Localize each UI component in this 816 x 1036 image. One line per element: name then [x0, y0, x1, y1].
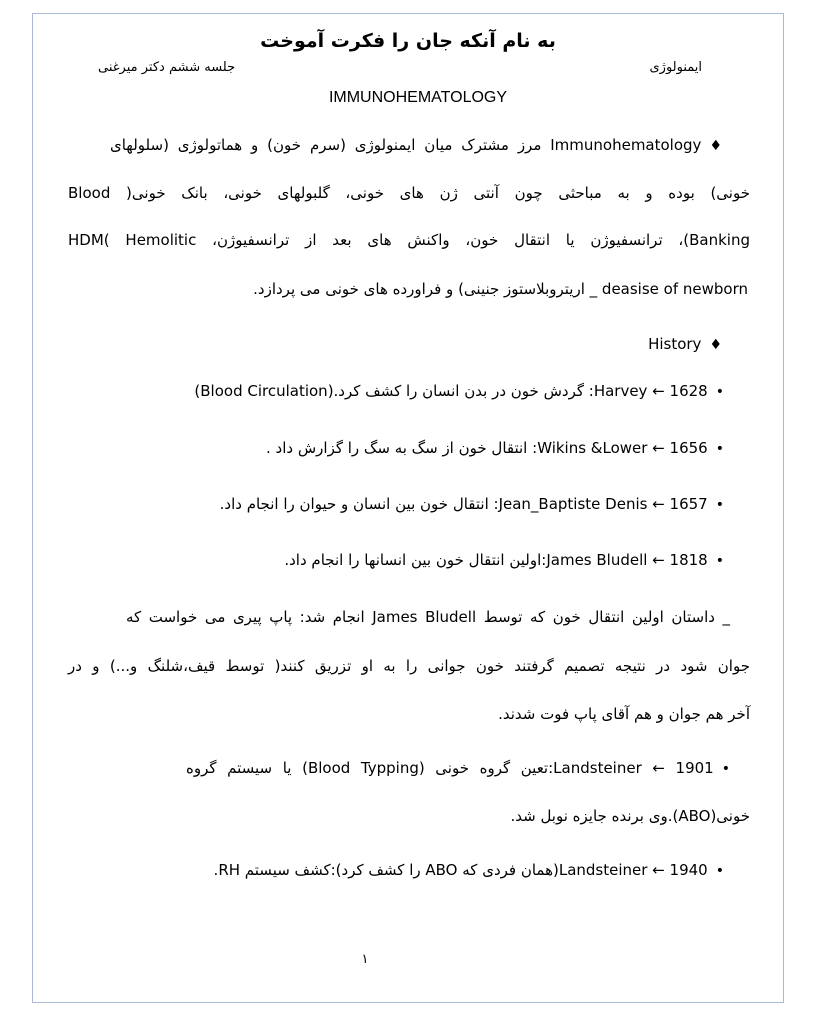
bullet-icon: •: [715, 384, 724, 400]
page-title: به نام آنکه جان را فکرت آموخت: [260, 30, 556, 52]
event-item: [284, 551, 724, 569]
event-1940: [214, 861, 724, 879]
event-1940-text: 1940 ← Landsteiner(همان فردی که ABO را کشف کرد):کشف سیستم RH.: [213, 861, 708, 879]
event-text: 1628 ← Harvey: گردش خون در بدن انسان را کشف کرد.(Blood Circulation): [194, 382, 708, 400]
bullet-icon: •: [715, 553, 724, 569]
story-line-1: _ داستان اولین انتقال خون که توسط James Bludell انجام شد: پاپ پیری می خواست که: [126, 608, 730, 626]
event-item: [266, 439, 724, 457]
event-item: [220, 495, 724, 513]
course-label: ایمنولوژی: [649, 60, 702, 75]
event-text: 1818 ← James Bludell:اولین انتقال خون بین انسانها را انجام داد.: [284, 551, 708, 569]
intro-line-4: deasise of newborn _ اریتروبلاستوز جنینی) و فراورده های خونی می پردازد.: [253, 280, 748, 298]
event-item: [194, 382, 724, 400]
intro-text-1: Immunohematology مرز مشترک میان ایمنولوژی (سرم خون) و هماتولوژی (سلولهای: [110, 136, 702, 154]
intro-line-2: خونی) بوده و به مباحثی چون آنتی ژن های خونی، گلبولهای خونی، بانک خونی( Blood: [68, 184, 750, 202]
bullet-icon: •: [715, 497, 724, 513]
page-number: ١: [361, 952, 369, 967]
history-heading: [648, 335, 722, 353]
diamond-bullet-icon: ♦: [709, 337, 722, 353]
story-line-3: آخر هم جوان و هم آقای پاپ فوت شدند.: [498, 705, 750, 723]
history-heading-text: History: [648, 335, 702, 353]
event-text: 1657 ← Jean_Baptiste Denis: انتقال خون بین انسان و حیوان را انجام داد.: [219, 495, 708, 513]
diamond-bullet-icon: ♦: [709, 138, 722, 154]
bullet-icon: •: [715, 863, 724, 879]
bullet-icon: •: [715, 441, 724, 457]
document-subtitle: IMMUNOHEMATOLOGY: [328, 89, 508, 106]
event-text: 1656 ← Wikins &Lower: انتقال خون از سگ به سگ را گزارش داد .: [266, 439, 708, 457]
session-label: جلسه ششم دکتر میرغنی: [98, 60, 236, 75]
intro-line-3: Banking)، ترانسفیوژن یا انتقال خون، واکنش های بعد از ترانسفیوژن، HDM( Hemolitic: [68, 231, 750, 249]
event-1901-text-1: 1901 ← Landsteiner:تعین گروه خونی (Blood Typping) یا سیستم گروه: [186, 759, 714, 777]
intro-line-1: [110, 136, 722, 154]
story-line-2: جوان شود در نتیجه تصمیم گرفتند خون جوانی را به او تزریق کنند( توسط قیف،شلنگ و...) و در: [68, 657, 750, 675]
event-1901-line-1: [186, 759, 730, 777]
bullet-icon: •: [721, 761, 730, 777]
event-1901-line-2: خونی(ABO).وی برنده جایزه نوبل شد.: [510, 807, 750, 825]
